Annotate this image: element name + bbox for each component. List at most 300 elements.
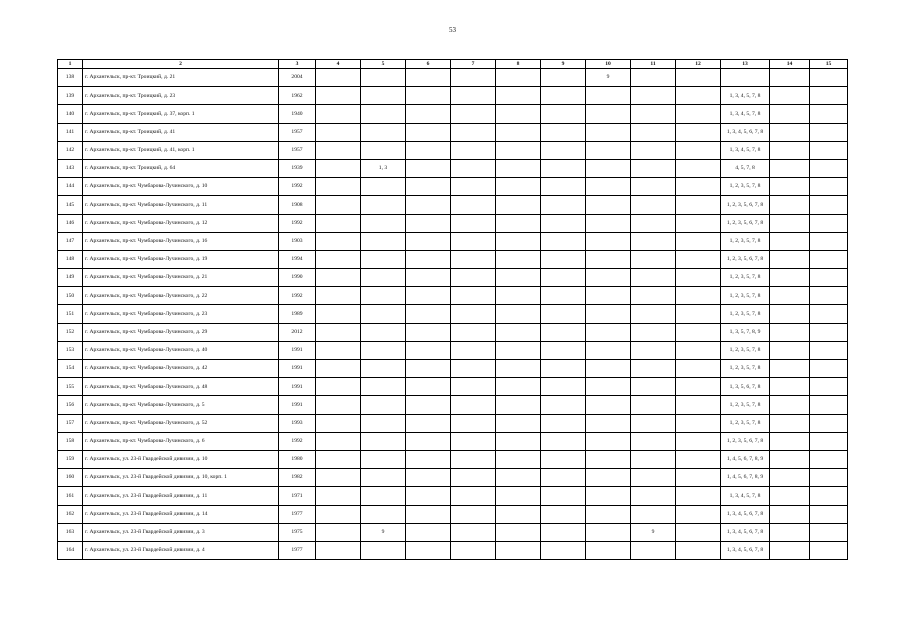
- table-cell: [721, 69, 770, 87]
- row-number: 162: [58, 505, 83, 523]
- table-cell: [451, 396, 496, 414]
- table-row: [58, 105, 848, 123]
- table-cell: [770, 414, 810, 432]
- table-cell: [631, 269, 676, 287]
- table-cell: [496, 305, 541, 323]
- table-cell: [810, 269, 848, 287]
- table-cell: [316, 414, 361, 432]
- table-cell: [451, 523, 496, 541]
- table-cell: [316, 159, 361, 177]
- table-cell: 1, 3, 4, 5, 6, 7, 8: [721, 523, 770, 541]
- table-cell: [406, 341, 451, 359]
- table-cell: [496, 414, 541, 432]
- table-cell: [451, 250, 496, 268]
- table-cell: [631, 450, 676, 468]
- table-cell: [586, 469, 631, 487]
- table-cell: [406, 69, 451, 87]
- table-cell: 1, 2, 3, 5, 6, 7, 8: [721, 196, 770, 214]
- table-cell: [406, 414, 451, 432]
- table-cell: [770, 323, 810, 341]
- table-cell: [361, 105, 406, 123]
- table-cell: [316, 305, 361, 323]
- table-cell: [631, 469, 676, 487]
- table-cell: [496, 323, 541, 341]
- table-cell: [676, 159, 721, 177]
- table-cell: [810, 323, 848, 341]
- table-cell: [451, 341, 496, 359]
- table-cell: [406, 450, 451, 468]
- table-cell: [451, 414, 496, 432]
- table-cell: [631, 214, 676, 232]
- address-cell: г. Архангельск, пр-кт. Чумбарова-Лучинского, д. 16: [83, 232, 279, 250]
- table-cell: [586, 232, 631, 250]
- table-cell: [361, 232, 406, 250]
- table-cell: [541, 69, 586, 87]
- table-cell: [316, 287, 361, 305]
- table-cell: [406, 360, 451, 378]
- table-cell: [676, 378, 721, 396]
- table-cell: [810, 505, 848, 523]
- table-row: [58, 87, 848, 105]
- table-cell: [770, 250, 810, 268]
- table-cell: [451, 450, 496, 468]
- table-cell: 1, 2, 3, 5, 6, 7, 8: [721, 250, 770, 268]
- table-cell: [541, 360, 586, 378]
- table-cell: [586, 214, 631, 232]
- column-header: 1: [58, 60, 83, 69]
- table-cell: [810, 250, 848, 268]
- table-row: [58, 250, 848, 268]
- column-header: 13: [721, 60, 770, 69]
- table-cell: [631, 305, 676, 323]
- table-cell: [361, 178, 406, 196]
- table-cell: [770, 523, 810, 541]
- table-cell: [770, 196, 810, 214]
- table-row: [58, 178, 848, 196]
- table-cell: [586, 396, 631, 414]
- table-row: [58, 159, 848, 177]
- table-cell: [316, 360, 361, 378]
- year-cell: 1975: [279, 523, 316, 541]
- table-cell: [770, 141, 810, 159]
- address-cell: г. Архангельск, ул. 23-й Гвардейской дивизии, д. 4: [83, 541, 279, 559]
- table-cell: [810, 123, 848, 141]
- table-cell: [406, 87, 451, 105]
- table-cell: [770, 432, 810, 450]
- table-row: [58, 123, 848, 141]
- table-cell: [631, 87, 676, 105]
- table-cell: [496, 250, 541, 268]
- year-cell: 1989: [279, 305, 316, 323]
- column-header: 11: [631, 60, 676, 69]
- table-cell: [406, 487, 451, 505]
- table-cell: [810, 523, 848, 541]
- address-cell: г. Архангельск, ул. 23-й Гвардейской дивизии, д. 3: [83, 523, 279, 541]
- row-number: 160: [58, 469, 83, 487]
- column-header: 10: [586, 60, 631, 69]
- column-header: 9: [541, 60, 586, 69]
- table-cell: [586, 87, 631, 105]
- table-cell: [406, 178, 451, 196]
- column-header: 5: [361, 60, 406, 69]
- table-row: [58, 378, 848, 396]
- table-cell: [810, 214, 848, 232]
- row-number: 145: [58, 196, 83, 214]
- table-cell: [316, 269, 361, 287]
- table-cell: [586, 196, 631, 214]
- table-cell: 4, 5, 7, 8: [721, 159, 770, 177]
- table-cell: [631, 232, 676, 250]
- table-cell: [770, 159, 810, 177]
- row-number: 163: [58, 523, 83, 541]
- address-cell: г. Архангельск, пр-кт. Чумбарова-Лучинского, д. 6: [83, 432, 279, 450]
- table-cell: [541, 396, 586, 414]
- table-cell: 1, 2, 3, 5, 7, 8: [721, 305, 770, 323]
- year-cell: 1971: [279, 487, 316, 505]
- table-cell: 1, 3, 4, 5, 7, 8: [721, 87, 770, 105]
- table-cell: [541, 232, 586, 250]
- table-cell: [496, 269, 541, 287]
- table-cell: [631, 159, 676, 177]
- table-cell: [496, 123, 541, 141]
- table-cell: [406, 250, 451, 268]
- table-cell: [496, 450, 541, 468]
- table-cell: [496, 541, 541, 559]
- table-cell: [496, 105, 541, 123]
- table-cell: 1, 3: [361, 159, 406, 177]
- table-cell: [316, 214, 361, 232]
- table-cell: [676, 250, 721, 268]
- table-cell: [316, 378, 361, 396]
- table-cell: [810, 305, 848, 323]
- table-cell: [586, 269, 631, 287]
- table-cell: [810, 450, 848, 468]
- table-cell: [810, 360, 848, 378]
- table-cell: [770, 214, 810, 232]
- table-cell: 1, 3, 4, 5, 7, 8: [721, 141, 770, 159]
- table-row: [58, 414, 848, 432]
- table-row: [58, 396, 848, 414]
- table-cell: [676, 341, 721, 359]
- table-cell: [631, 360, 676, 378]
- table-cell: [631, 414, 676, 432]
- table-cell: [361, 432, 406, 450]
- table-cell: [810, 432, 848, 450]
- table-cell: [631, 196, 676, 214]
- address-cell: г. Архангельск, пр-кт. Чумбарова-Лучинского, д. 19: [83, 250, 279, 268]
- table-cell: [361, 69, 406, 87]
- table-cell: [316, 141, 361, 159]
- table-cell: 1, 2, 3, 5, 7, 8: [721, 341, 770, 359]
- table-cell: [541, 178, 586, 196]
- table-cell: [316, 505, 361, 523]
- address-cell: г. Архангельск, пр-кт. Троицкий, д. 64: [83, 159, 279, 177]
- column-header: 2: [83, 60, 279, 69]
- table-cell: [406, 269, 451, 287]
- table-cell: [496, 396, 541, 414]
- table-row: [58, 196, 848, 214]
- table-cell: [451, 487, 496, 505]
- table-cell: [541, 414, 586, 432]
- table-cell: [451, 360, 496, 378]
- table-cell: [676, 178, 721, 196]
- table-cell: [406, 159, 451, 177]
- address-cell: г. Архангельск, пр-кт. Чумбарова-Лучинского, д. 21: [83, 269, 279, 287]
- table-cell: [631, 141, 676, 159]
- year-cell: 1992: [279, 178, 316, 196]
- table-row: [58, 214, 848, 232]
- table-cell: [451, 214, 496, 232]
- table-cell: [361, 414, 406, 432]
- table-cell: [586, 141, 631, 159]
- table-cell: [406, 323, 451, 341]
- table-cell: [496, 287, 541, 305]
- table-cell: [451, 287, 496, 305]
- table-cell: 1, 2, 3, 5, 7, 8: [721, 360, 770, 378]
- table-cell: [451, 505, 496, 523]
- table-cell: 1, 2, 3, 5, 7, 8: [721, 287, 770, 305]
- table-cell: [541, 250, 586, 268]
- table-cell: [810, 414, 848, 432]
- year-cell: 1993: [279, 414, 316, 432]
- column-header: 3: [279, 60, 316, 69]
- table-cell: [541, 159, 586, 177]
- row-number: 149: [58, 269, 83, 287]
- address-cell: г. Архангельск, пр-кт. Чумбарова-Лучинского, д. 5: [83, 396, 279, 414]
- table-cell: [406, 378, 451, 396]
- table-cell: [810, 487, 848, 505]
- table-cell: [406, 305, 451, 323]
- year-cell: 1908: [279, 196, 316, 214]
- table-cell: [810, 287, 848, 305]
- table-cell: [770, 487, 810, 505]
- table-cell: [316, 487, 361, 505]
- row-number: 151: [58, 305, 83, 323]
- table-cell: [451, 323, 496, 341]
- table-cell: 1, 3, 4, 5, 6, 7, 8: [721, 123, 770, 141]
- table-cell: [496, 487, 541, 505]
- table-cell: [361, 123, 406, 141]
- table-cell: [586, 523, 631, 541]
- year-cell: 1991: [279, 341, 316, 359]
- table-cell: [810, 87, 848, 105]
- table-cell: [676, 414, 721, 432]
- table-cell: [541, 196, 586, 214]
- table-cell: [810, 178, 848, 196]
- address-cell: г. Архангельск, ул. 23-й Гвардейской дивизии, д. 10: [83, 450, 279, 468]
- table-cell: [770, 469, 810, 487]
- table-cell: [770, 305, 810, 323]
- table-cell: 1, 3, 4, 5, 6, 7, 8: [721, 541, 770, 559]
- table-cell: [451, 541, 496, 559]
- table-cell: [770, 541, 810, 559]
- table-cell: [541, 123, 586, 141]
- table-cell: [676, 269, 721, 287]
- column-header: 15: [810, 60, 848, 69]
- table-cell: [810, 378, 848, 396]
- table-cell: [406, 214, 451, 232]
- year-cell: 1991: [279, 396, 316, 414]
- table-cell: 1, 2, 3, 5, 7, 8: [721, 178, 770, 196]
- table-cell: [451, 305, 496, 323]
- row-number: 138: [58, 69, 83, 87]
- table-cell: [586, 250, 631, 268]
- table-cell: [496, 69, 541, 87]
- table-row: [58, 505, 848, 523]
- year-cell: 1982: [279, 469, 316, 487]
- table-cell: [406, 432, 451, 450]
- table-cell: [541, 432, 586, 450]
- row-number: 148: [58, 250, 83, 268]
- table-cell: [676, 305, 721, 323]
- table-cell: [541, 378, 586, 396]
- table-cell: [770, 87, 810, 105]
- address-cell: г. Архангельск, пр-кт. Чумбарова-Лучинского, д. 10: [83, 178, 279, 196]
- table-cell: [451, 378, 496, 396]
- table-cell: [316, 432, 361, 450]
- table-cell: [406, 287, 451, 305]
- table-cell: [361, 341, 406, 359]
- table-cell: [770, 360, 810, 378]
- year-cell: 1939: [279, 159, 316, 177]
- table-cell: [770, 450, 810, 468]
- table-cell: [770, 396, 810, 414]
- table-cell: [406, 469, 451, 487]
- address-cell: г. Архангельск, пр-кт. Троицкий, д. 23: [83, 87, 279, 105]
- table-cell: [316, 123, 361, 141]
- year-cell: 2004: [279, 69, 316, 87]
- table-cell: [361, 141, 406, 159]
- table-cell: [496, 196, 541, 214]
- column-header: 4: [316, 60, 361, 69]
- address-cell: г. Архангельск, пр-кт. Чумбарова-Лучинского, д. 12: [83, 214, 279, 232]
- table-cell: [496, 341, 541, 359]
- table-cell: [316, 105, 361, 123]
- year-cell: 1957: [279, 141, 316, 159]
- table-cell: [361, 269, 406, 287]
- row-number: 164: [58, 541, 83, 559]
- table-cell: [316, 178, 361, 196]
- address-cell: г. Архангельск, пр-кт. Чумбарова-Лучинского, д. 11: [83, 196, 279, 214]
- year-cell: 1990: [279, 269, 316, 287]
- table-cell: [676, 396, 721, 414]
- table-cell: [676, 141, 721, 159]
- year-cell: 1992: [279, 432, 316, 450]
- table-cell: [406, 105, 451, 123]
- row-number: 153: [58, 341, 83, 359]
- table-cell: [541, 541, 586, 559]
- table-cell: [631, 69, 676, 87]
- table-cell: [676, 323, 721, 341]
- table-cell: [496, 232, 541, 250]
- table-cell: [541, 287, 586, 305]
- table-cell: [361, 487, 406, 505]
- table-cell: [406, 141, 451, 159]
- year-cell: 2012: [279, 323, 316, 341]
- table-cell: [676, 360, 721, 378]
- table-cell: [541, 141, 586, 159]
- table-cell: [676, 505, 721, 523]
- table-cell: [586, 432, 631, 450]
- year-cell: 1992: [279, 287, 316, 305]
- table-cell: [496, 432, 541, 450]
- table-cell: [810, 196, 848, 214]
- table-row: [58, 305, 848, 323]
- table-cell: [316, 469, 361, 487]
- table-cell: [586, 505, 631, 523]
- table-row: [58, 450, 848, 468]
- address-cell: г. Архангельск, пр-кт. Чумбарова-Лучинского, д. 48: [83, 378, 279, 396]
- table-cell: [810, 69, 848, 87]
- table-cell: [451, 196, 496, 214]
- table-cell: [631, 378, 676, 396]
- table-cell: 1, 3, 4, 5, 6, 7, 8: [721, 505, 770, 523]
- table-cell: [361, 250, 406, 268]
- table-cell: [316, 541, 361, 559]
- table-cell: [810, 469, 848, 487]
- table-cell: [676, 450, 721, 468]
- table-row: [58, 232, 848, 250]
- table-cell: [406, 123, 451, 141]
- table-cell: [451, 141, 496, 159]
- table-cell: 1, 2, 3, 5, 7, 8: [721, 414, 770, 432]
- table-cell: [541, 523, 586, 541]
- table-cell: [770, 341, 810, 359]
- table-cell: 1, 2, 3, 5, 6, 7, 8: [721, 432, 770, 450]
- table-cell: [676, 432, 721, 450]
- table-cell: 9: [586, 69, 631, 87]
- row-number: 139: [58, 87, 83, 105]
- table-cell: 1, 2, 3, 5, 7, 8: [721, 269, 770, 287]
- table-cell: [361, 541, 406, 559]
- table-cell: [316, 232, 361, 250]
- table-cell: [541, 505, 586, 523]
- table-cell: 1, 4, 5, 6, 7, 8, 9: [721, 450, 770, 468]
- table-cell: [496, 505, 541, 523]
- table-row: [58, 269, 848, 287]
- table-cell: [676, 214, 721, 232]
- table-cell: [586, 541, 631, 559]
- table-cell: [810, 541, 848, 559]
- address-cell: г. Архангельск, пр-кт. Троицкий, д. 21: [83, 69, 279, 87]
- table-cell: [361, 505, 406, 523]
- buildings-table: [57, 59, 848, 560]
- row-number: 144: [58, 178, 83, 196]
- table-cell: [586, 341, 631, 359]
- table-cell: [631, 487, 676, 505]
- table-row: [58, 141, 848, 159]
- table-cell: [631, 123, 676, 141]
- table-cell: [496, 523, 541, 541]
- column-header: 14: [770, 60, 810, 69]
- table-cell: 1, 3, 4, 5, 7, 8: [721, 105, 770, 123]
- table-cell: [316, 396, 361, 414]
- table-cell: [541, 341, 586, 359]
- table-cell: [451, 69, 496, 87]
- table-cell: [406, 541, 451, 559]
- row-number: 156: [58, 396, 83, 414]
- column-header: 12: [676, 60, 721, 69]
- row-number: 142: [58, 141, 83, 159]
- column-header: 7: [451, 60, 496, 69]
- address-cell: г. Архангельск, пр-кт. Чумбарова-Лучинского, д. 23: [83, 305, 279, 323]
- table-cell: [541, 450, 586, 468]
- table-cell: [631, 505, 676, 523]
- table-cell: [496, 360, 541, 378]
- table-cell: [496, 141, 541, 159]
- row-number: 152: [58, 323, 83, 341]
- year-cell: 1977: [279, 505, 316, 523]
